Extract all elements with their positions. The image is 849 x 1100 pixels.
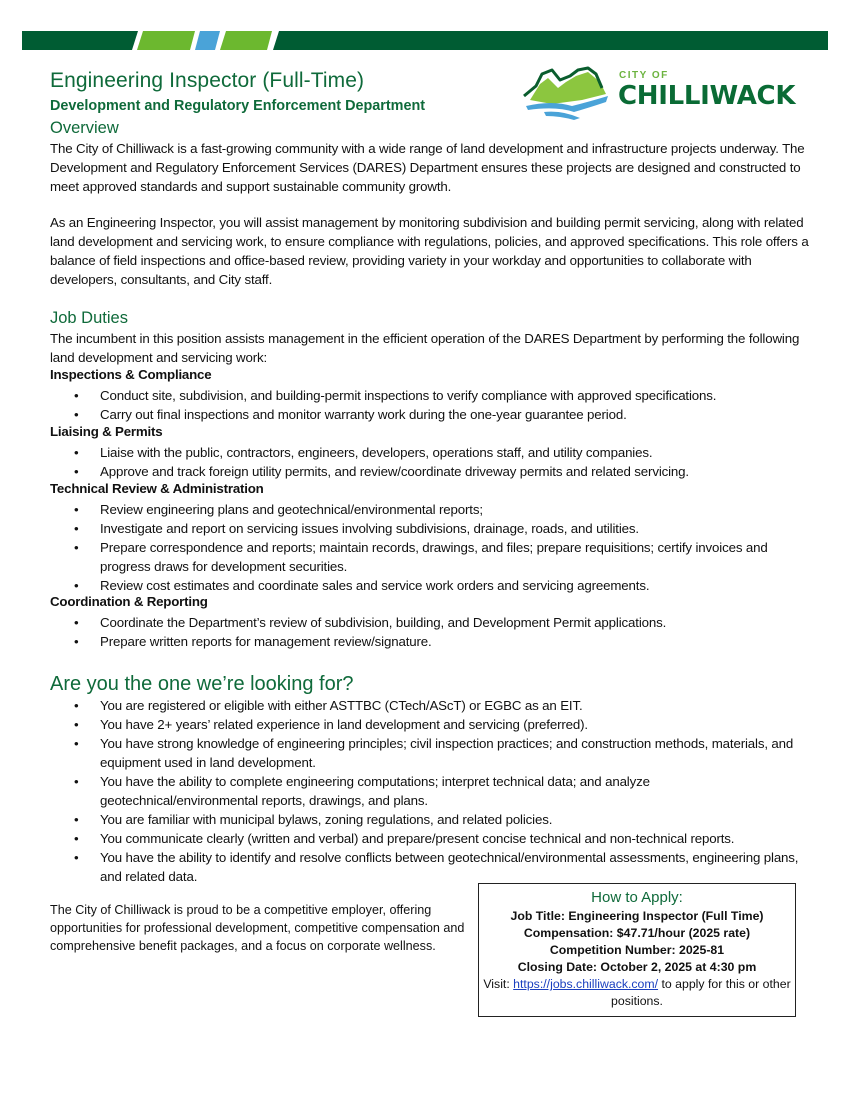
duty-list <box>50 500 810 595</box>
duty-list <box>50 386 810 424</box>
header-color-bar <box>22 31 828 50</box>
jobs-link[interactable]: https://jobs.chilliwack.com/ <box>513 977 659 991</box>
list-item: • Prepare correspondence and reports; maintain records, drawings, and files; prepare requisitions; certify invoices and progress draws for development securities. <box>50 538 810 576</box>
list-item: • You are familiar with municipal bylaws, zoning regulations, and related policies. <box>50 810 810 829</box>
apply-compensation: Compensation: $47.71/hour (2025 rate) <box>523 926 751 940</box>
city-logo <box>522 66 802 122</box>
list-item: • You have the ability to complete engineering computations; interpret technical data; and analyze geotechnical/environmental reports, drawings, and plans. <box>50 772 810 810</box>
list-item: • Conduct site, subdivision, and building-permit inspections to verify compliance with approved specifications. <box>50 386 810 405</box>
duty-group-title: Liaising & Permits <box>50 424 163 439</box>
duty-group-title: Coordination & Reporting <box>50 594 208 609</box>
logo-city-of: CITY OF <box>619 70 669 81</box>
overview-paragraph-2: As an Engineering Inspector, you will assist management by monitoring subdivision and building permit servicing, along with related land development and servicing work, to ensure compliance with regulations, policies, and approved specifications. This role offers a balance of field inspections and office-based review, providing variety in your workday and opportunities to collaborate with developers, consultants, and City staff. <box>50 215 809 287</box>
list-item: • Approve and track foreign utility permits, and review/coordinate driveway permits and related servicing. <box>50 462 810 481</box>
overview-heading: Overview <box>50 119 119 137</box>
department-subtitle: Development and Regulatory Enforcement Department <box>50 98 426 114</box>
how-to-apply-heading: How to Apply: <box>591 889 683 906</box>
job-duties-intro: The incumbent in this position assists management in the efficient operation of the DARES Department by performing the following land development and servicing work: <box>50 331 800 365</box>
list-item: • Carry out final inspections and monitor warranty work during the one-year guarantee period. <box>50 405 810 424</box>
list-item: • Review engineering plans and geotechnical/environmental reports; <box>50 500 810 519</box>
apply-competition-number: Competition Number: 2025-81 <box>549 943 725 957</box>
page-title: Engineering Inspector (Full-Time) <box>50 69 365 92</box>
list-item: • Prepare written reports for management review/signature. <box>50 632 810 651</box>
apply-visit-line <box>479 976 795 1010</box>
list-item: • You communicate clearly (written and verbal) and prepare/present concise technical and non-technical reports. <box>50 829 810 848</box>
overview-paragraph-1: The City of Chilliwack is a fast-growing community with a wide range of land development and infrastructure projects underway. The Development and Regulatory Enforcement Services (DARES) Department ensures these projects are designed and constructed to meet approved standards and support sustainable community growth. <box>50 141 805 194</box>
job-duties-heading: Job Duties <box>50 309 128 327</box>
list-item: • You have 2+ years’ related experience in land development and servicing (preferred). <box>50 715 810 734</box>
qualifications-list <box>50 696 810 886</box>
mountains-river-icon <box>522 66 612 122</box>
apply-closing-date: Closing Date: October 2, 2025 at 4:30 pm <box>517 960 757 974</box>
qualifications-heading: Are you the one we’re looking for? <box>50 673 354 695</box>
list-item: • Investigate and report on servicing issues involving subdivisions, drainage, roads, and utilities. <box>50 519 810 538</box>
duty-list <box>50 613 810 651</box>
logo-name: CHILLIWACK <box>618 81 796 111</box>
list-item: • You are registered or eligible with either ASTTBC (CTech/AScT) or EGBC as an EIT. <box>50 696 810 715</box>
list-item: • Review cost estimates and coordinate sales and service work orders and servicing agreements. <box>50 576 810 595</box>
list-item: • Liaise with the public, contractors, engineers, developers, operations staff, and utility companies. <box>50 443 810 462</box>
how-to-apply-box <box>478 883 796 1017</box>
visit-prefix: Visit: <box>483 977 514 991</box>
apply-job-title: Job Title: Engineering Inspector (Full Time) <box>510 909 764 923</box>
list-item: • You have the ability to identify and resolve conflicts between geotechnical/environmental assessments, engineering plans, and related data. <box>50 848 810 886</box>
duty-group-title: Inspections & Compliance <box>50 367 212 382</box>
list-item: • You have strong knowledge of engineering principles; civil inspection practices; and construction methods, materials, and equipment used in land development. <box>50 734 810 772</box>
duty-list <box>50 443 810 481</box>
duty-group-title: Technical Review & Administration <box>50 481 264 496</box>
list-item: • Coordinate the Department’s review of subdivision, building, and Development Permit applications. <box>50 613 810 632</box>
employer-statement: The City of Chilliwack is proud to be a competitive employer, offering opportunities for professional development, competitive compensation and comprehensive benefit packages, and a focus on corporate wellness. <box>50 903 465 953</box>
visit-suffix: to apply for this or other positions. <box>611 977 791 1008</box>
